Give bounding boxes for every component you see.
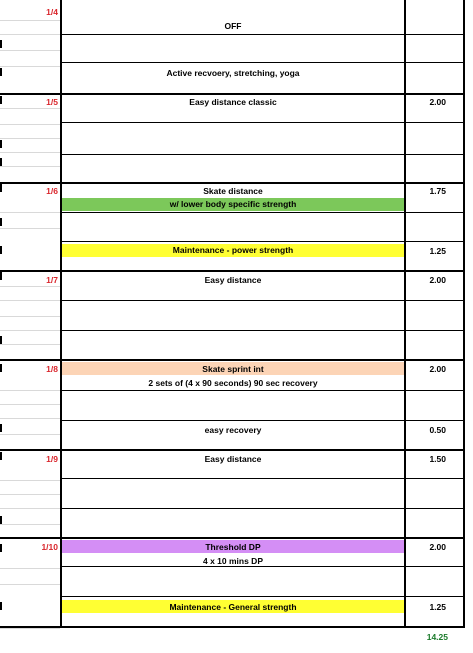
hours-cell: 1.50: [429, 454, 446, 464]
workout-cell: Easy distance: [204, 275, 262, 285]
workout-cell: Active recvoery, stretching, yoga: [166, 68, 300, 78]
hours-cell: 1.25: [429, 246, 446, 256]
workout-cell: Skate sprint int: [202, 364, 264, 374]
date-cell: 1/10: [41, 542, 58, 552]
date-cell: 1/9: [46, 454, 58, 464]
hours-cell: 0.50: [429, 425, 446, 435]
total-hours: 14.25: [426, 632, 448, 642]
workout-cell: easy recovery: [204, 425, 262, 435]
workout-cell: Maintenance - power strength: [172, 245, 294, 255]
date-cell: 1/5: [46, 97, 58, 107]
date-cell: 1/4: [46, 7, 58, 17]
date-cell: 1/7: [46, 275, 58, 285]
workout-cell: Skate distance: [203, 186, 263, 196]
date-cell: 1/6: [46, 186, 58, 196]
hours-cell: 1.75: [429, 186, 446, 196]
hours-cell: 2.00: [429, 542, 446, 552]
hours-cell: 1.25: [429, 602, 446, 612]
workout-detail-cell: w/ lower body specific strength: [169, 199, 297, 209]
workout-detail-cell: 2 sets of (4 x 90 seconds) 90 sec recovery: [148, 378, 318, 388]
workout-cell: Easy distance: [204, 454, 262, 464]
workout-cell: Threshold DP: [205, 542, 261, 552]
date-cell: 1/8: [46, 364, 58, 374]
workout-cell: Easy distance classic: [189, 97, 277, 107]
hours-cell: 2.00: [429, 97, 446, 107]
hours-cell: 2.00: [429, 275, 446, 285]
workout-cell: OFF: [224, 21, 242, 31]
workout-cell: Maintenance - General strength: [169, 602, 297, 612]
hours-cell: 2.00: [429, 364, 446, 374]
workout-detail-cell: 4 x 10 mins DP: [202, 556, 263, 566]
